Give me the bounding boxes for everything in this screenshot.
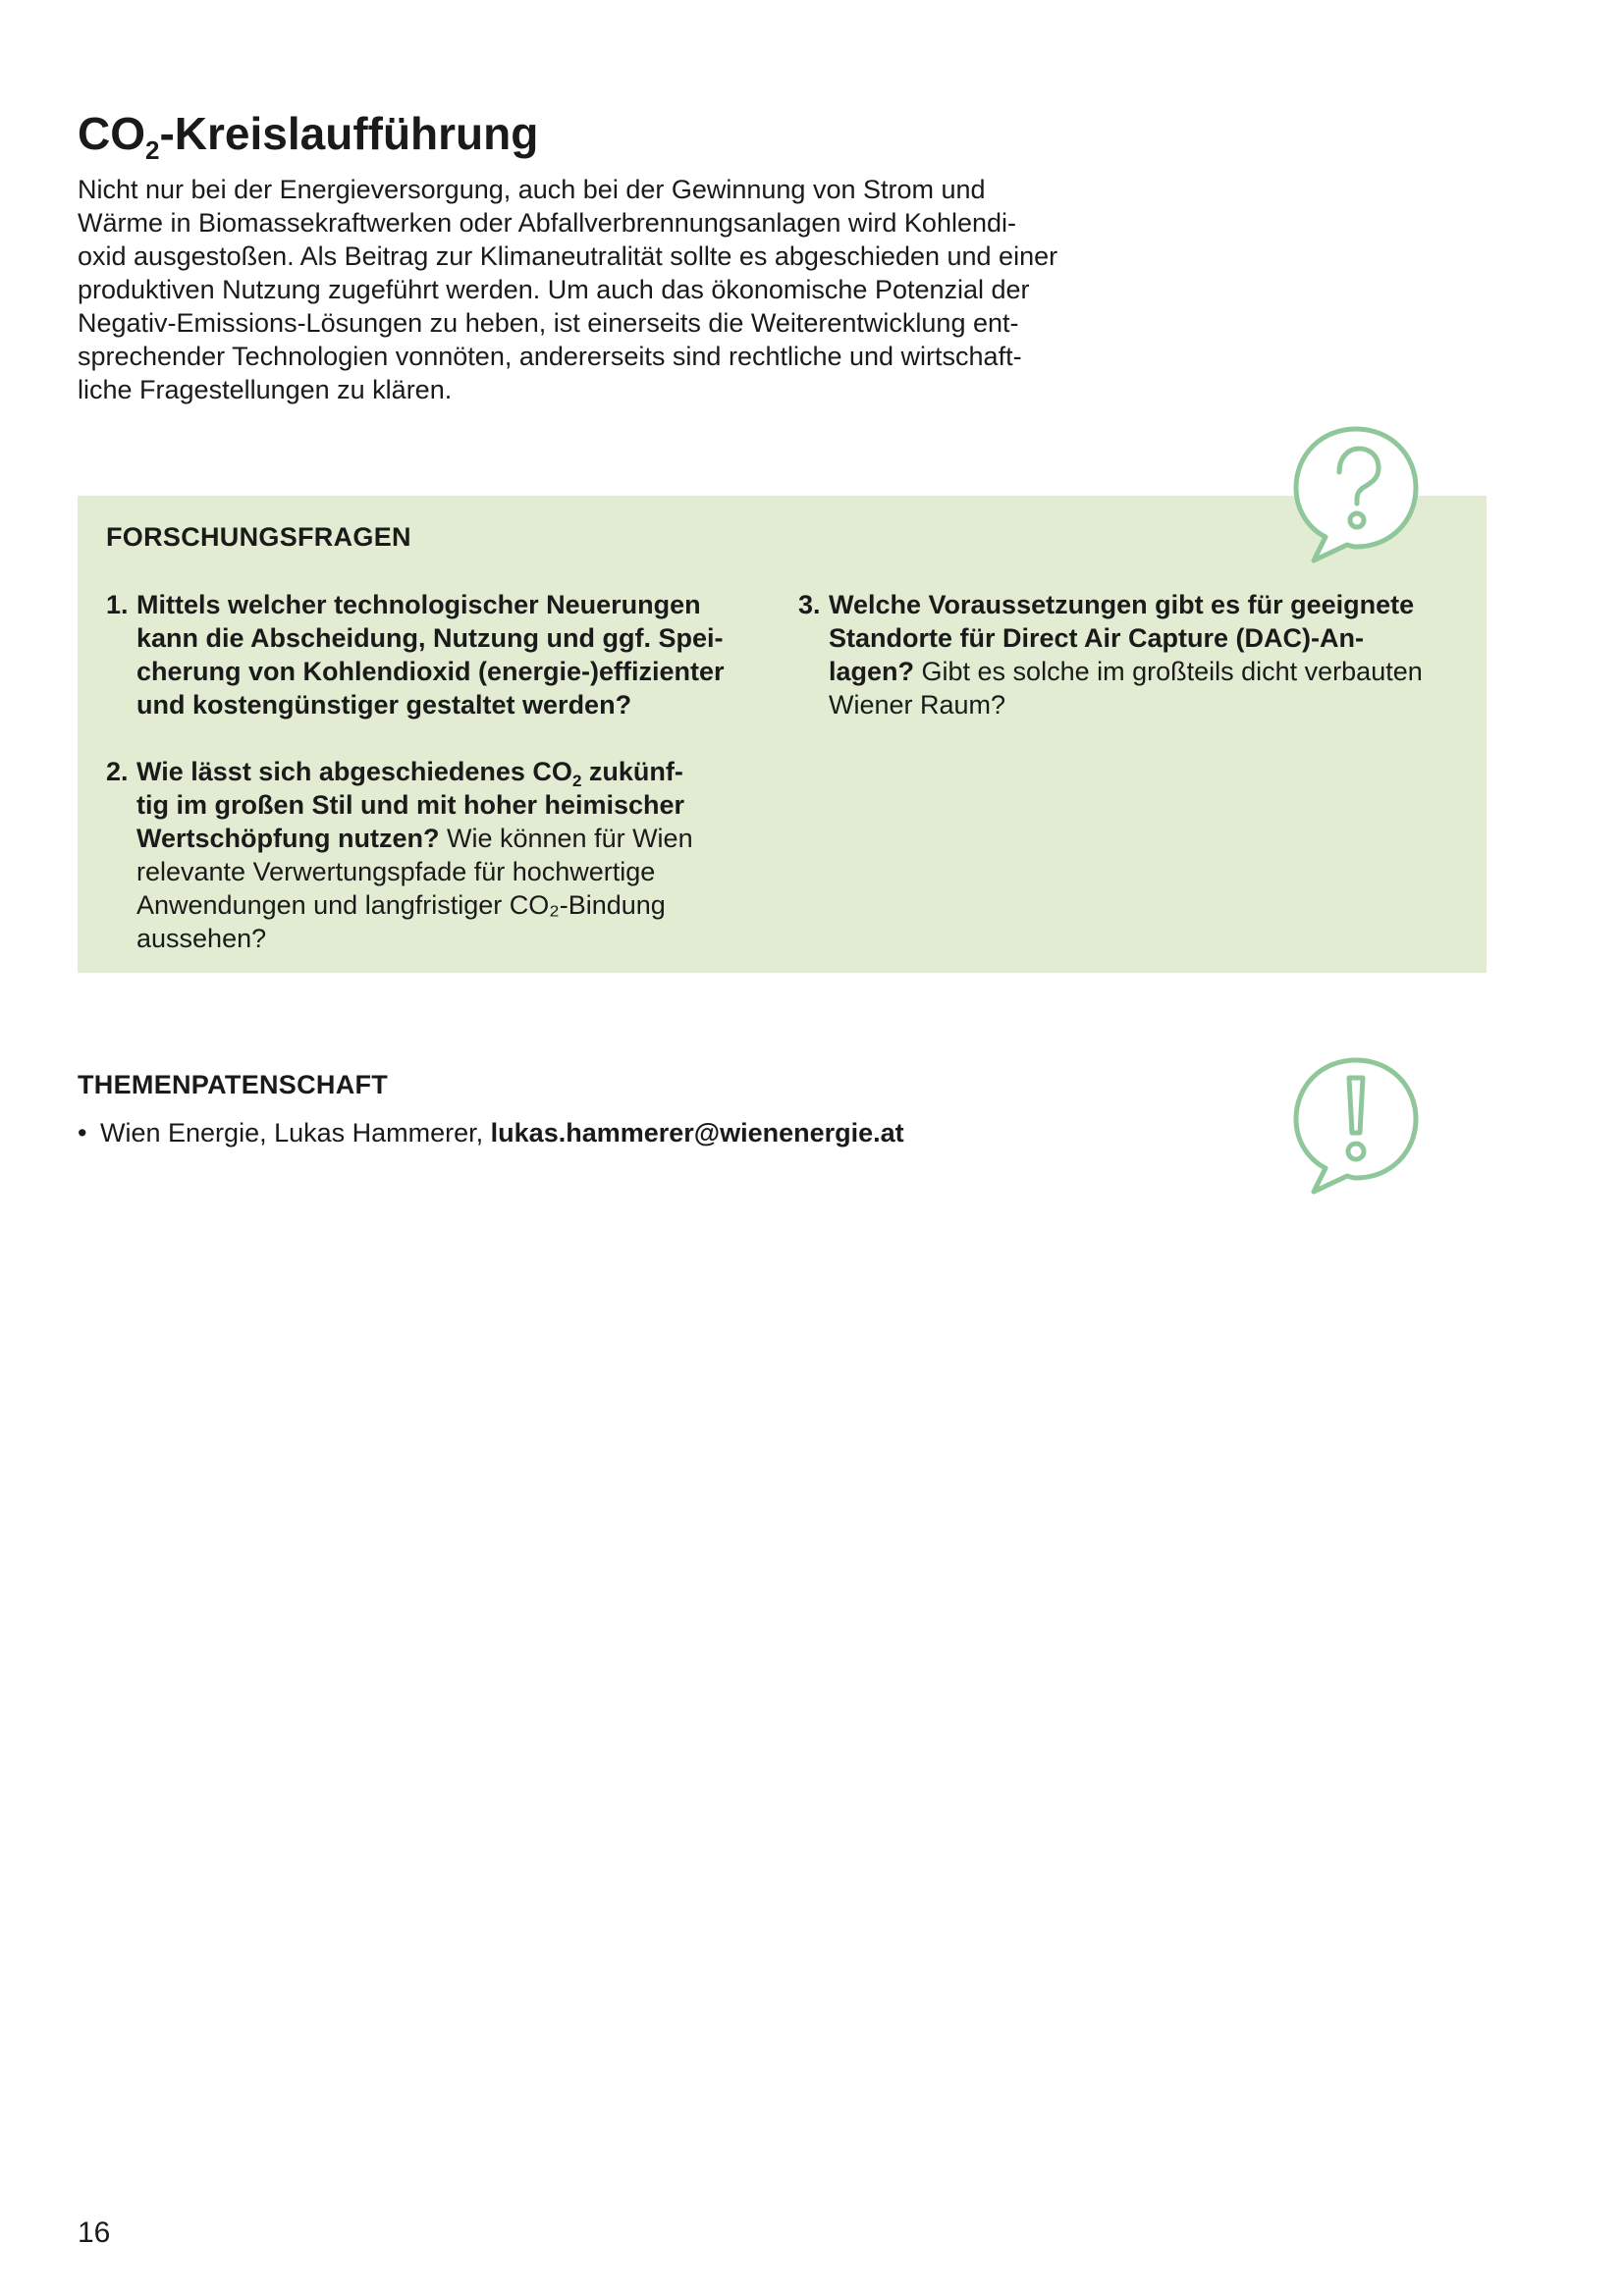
sponsor-name: Wien Energie, Lukas Hammerer, <box>100 1118 491 1148</box>
question-number: 1. <box>106 590 129 619</box>
research-question-2: 2. Wie lässt sich abgeschiedenes $CO_2$ zukünf- tig im großen Stil und mit hoher heimischer Wertschöpfung nutzen? Wie können für Wien relevante Verwertungspfade für hochwertige Anwendungen und langfristiger CO₂-Bindung aussehen? <box>106 757 693 953</box>
sponsorship-heading: THEMENPATENSCHAFT <box>78 1070 389 1099</box>
page-number: 16 <box>78 2216 111 2249</box>
question-number: 2. <box>106 757 129 786</box>
intro-paragraph: Nicht nur bei der Energieversorgung, auch bei der Gewinnung von Strom und Wärme in Biomassekraftwerken oder Abfallverbrennungsanlagen wird Kohlendi- oxid ausgestoßen. Als Beitrag zur Klimaneutralität sollte es abgeschieden und einer produktiven Nutzung zugeführt werden. Um auch das ökonomische Potenzial der Negativ-Emissions-Lösungen zu heben, ist einerseits die Weiterentwicklung ent- sprechender Technologien vonnöten, andererseits sind rechtliche und wirtschaft- liche Fragestellungen zu klären. <box>78 175 1058 404</box>
research-question-3: 3. Welche Voraussetzungen gibt es für geeignete Standorte für Direct Air Capture (DAC)-An- lagen? Gibt es solche im großteils dicht verbauten Wiener Raum? <box>798 590 1423 720</box>
bullet: • <box>78 1118 87 1148</box>
question-number: 3. <box>798 590 821 619</box>
page-title: $CO_2$-Kreislaufführung <box>78 108 539 165</box>
sponsorship-item <box>78 1115 904 1150</box>
research-question-1: 1. Mittels welcher technologischer Neuerungen kann die Abscheidung, Nutzung und ggf. Spei- cherung von Kohlendioxid (energie-)effizienter und kostengünstiger gestaltet werden? <box>106 590 725 720</box>
sponsor-email-link[interactable]: lukas.hammerer@wienenergie.at <box>490 1118 904 1148</box>
research-questions-panel <box>78 496 1487 973</box>
question-speech-bubble-icon <box>1292 425 1420 564</box>
research-questions-heading: FORSCHUNGSFRAGEN <box>106 522 411 552</box>
exclamation-speech-bubble-icon <box>1292 1056 1420 1196</box>
